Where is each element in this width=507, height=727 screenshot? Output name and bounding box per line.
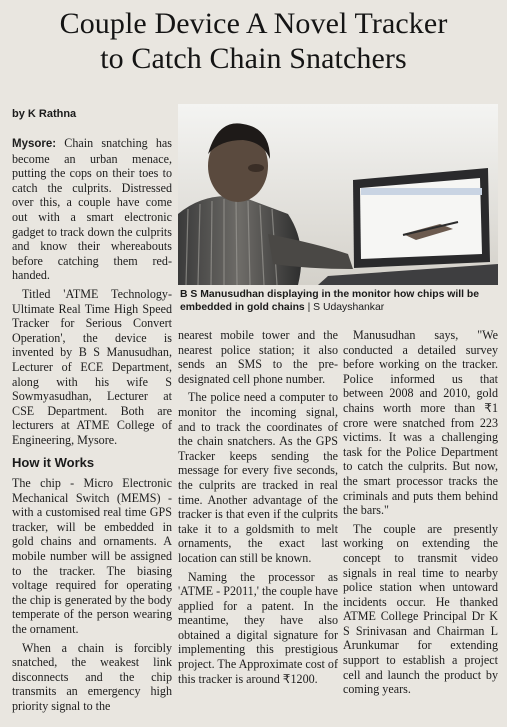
paragraph: When a chain is forcibly snatched, the weakest link disconnects and the chip transmits an emergency high priority signal to the (12, 640, 172, 713)
paragraph: The police need a computer to monitor the incoming signal, and to track the coordinates of the chain snatchers. As the GPS Tracker keeps sending the message for every five seconds, the culprits are tracked in real time. Another advantage of the tracker is that even if the culprits take it to a goldsmith to melt ornaments, the exact last location can still be known. (178, 390, 338, 565)
column-2 (178, 328, 338, 690)
paragraph: nearest mobile tower and the nearest police station; it also sends an SMS to the pre-designated cell phone number. (178, 328, 338, 386)
photo-credit: | S Udayshankar (307, 301, 385, 313)
caption-text: B S Manusudhan displaying in the monitor how chips will be embedded in gold chains (180, 289, 480, 313)
subheading: How it Works (12, 455, 95, 470)
paragraph: Naming the processor as 'ATME - P2011,' the couple have applied for a patent. In the meantime, they have also obtained a digital signature for implementing this prestigious project. The Approximate cost of this tracker is around ₹1200. (178, 569, 338, 686)
column-1-continued (12, 476, 172, 718)
paragraph (12, 136, 172, 283)
headline-line-2: to Catch Chain Snatchers (100, 42, 407, 75)
paragraph-text: Chain snatching has become an urban menace, putting the cops on their toes to catch the culprits. Distressed over this, a couple have come out with a smart electronic gadget to track down the culprits and know their whereabouts before catching them red-handed. (12, 136, 173, 283)
paragraph: Manusudhan says, "We conducted a detailed survey before working on the tracker. Police informed us that between 2008 and 2010, gold chains worth more than ₹1 crore were snatched from 223 victims. It was a challenging task for the Police Department to catch the culprits. But now, the smart processor tracks the criminals and puts them behind the bars." (343, 328, 498, 518)
headline-line-1: Couple Device A Novel Tracker (59, 7, 448, 40)
news-photo (178, 104, 498, 285)
headline (6, 6, 501, 76)
photo-illustration (178, 104, 498, 285)
paragraph: The chip - Micro Electronic Mechanical Switch (MEMS) - with a customised real time GPS tracker, will be embedded in gold chains and ornaments. A mobile number will be assigned to the tracker. The biasing voltage required for operating the chip is generated by the body temperate of the person wearing the ornament. (12, 476, 172, 636)
dateline: Mysore: (12, 138, 57, 150)
column-1 (12, 136, 172, 451)
column-3 (343, 328, 498, 701)
paragraph: The couple are presently working on extending the concept to transmit video signals in real time to nearby police station when untoward incidents occur. He thanked ATME College Principal Dr K S Srinivasan and Chairman L Arunkumar for extending support to establish a project cell and launch the product by coming years. (343, 521, 498, 697)
photo-caption (180, 289, 498, 314)
paragraph: Titled 'ATME Technology-Ultimate Real Time High Speed Tracker for Serious Convert Operation', the device is invented by B S Manusudhan, Lecturer of ECE Department, along with his wife S Sowmyasudhan, Lecturer at CSE Department. Both are lecturers at ATME College of Engineering, Mysore. (12, 286, 172, 447)
byline: by K Rathna (12, 108, 77, 120)
